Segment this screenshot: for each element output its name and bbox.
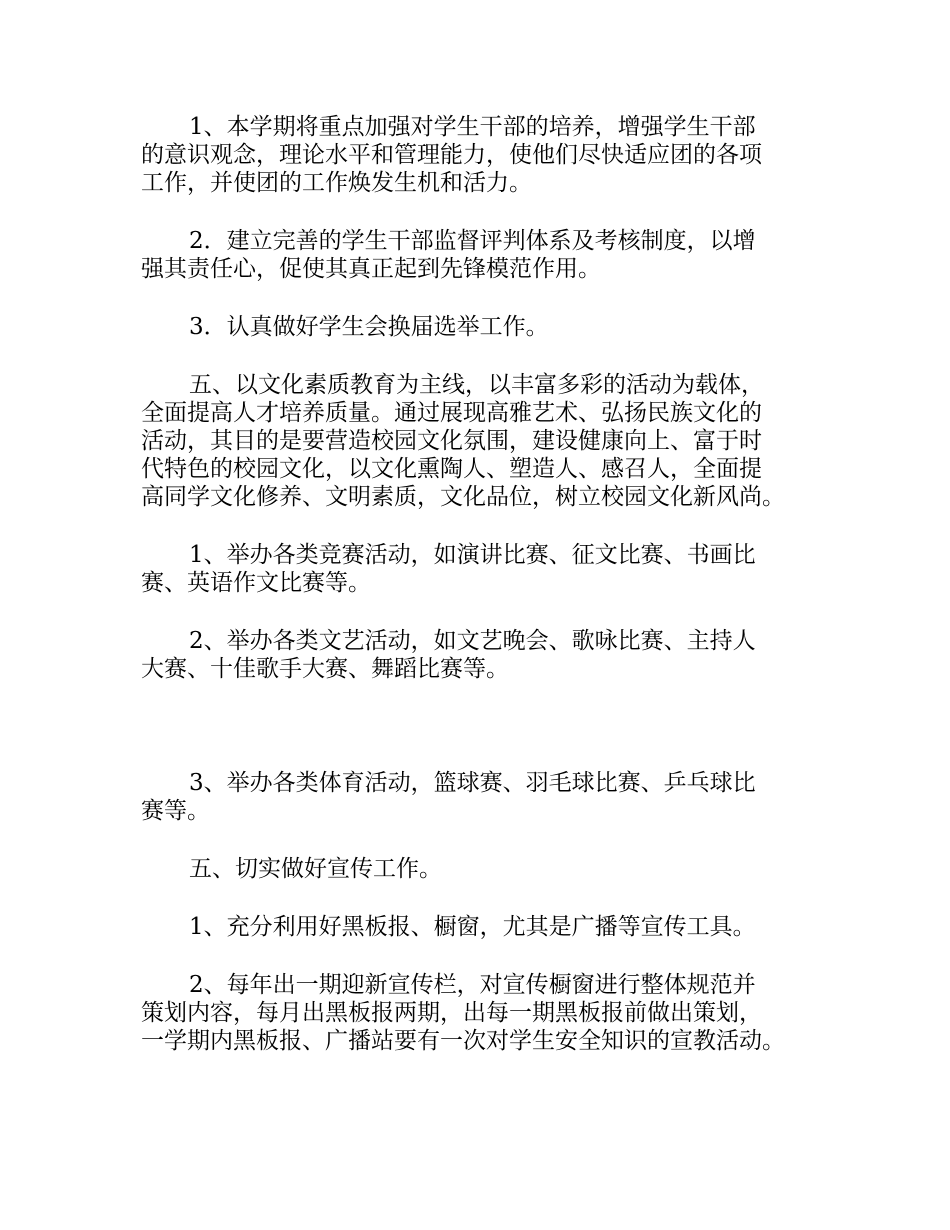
paragraph-gap bbox=[141, 683, 831, 769]
paragraph-gap bbox=[141, 825, 831, 855]
paragraph-gap bbox=[141, 941, 831, 971]
paragraph-evaluation-system: 2．建立完善的学生干部监督评判体系及考核制度，以增 强其责任心，促使其真正起到先锋模范作用。 bbox=[141, 228, 756, 282]
paragraph-publicity-tools: 1、充分利用好黑板报、橱窗，尤其是广播等宣传工具。 bbox=[189, 914, 756, 940]
paragraph-publicity-section: 五、切实做好宣传工作。 bbox=[189, 856, 442, 882]
paragraph-gap bbox=[141, 597, 831, 627]
paragraph-gap bbox=[141, 341, 831, 371]
paragraph-arts-activities: 2、举办各类文艺活动，如文艺晚会、歌咏比赛、主持人 大赛、十佳歌手大赛、舞蹈比赛等。 bbox=[141, 628, 756, 682]
paragraph-culture-section: 五、以文化素质教育为主线，以丰富多彩的活动为载体， 全面提高人才培养质量。通过展现高雅艺术、弘扬民族文化的 活动，其目的是要营造校园文化氛围，建设健康向上、富于时 代特色的校园文化，以文化熏陶人、塑造人、感召人，全面提 高同学文化修养、文明素质，文化品位，树立校园文化新风尚。 bbox=[141, 372, 785, 510]
document-body bbox=[141, 113, 831, 1055]
paragraph-sports-activities: 3、举办各类体育活动，篮球赛、羽毛球比赛、乒乓球比 赛等。 bbox=[141, 770, 756, 824]
paragraph-election: 3．认真做好学生会换届选举工作。 bbox=[189, 314, 549, 340]
paragraph-gap bbox=[141, 283, 831, 313]
paragraph-gap bbox=[141, 197, 831, 227]
paragraph-cadre-training: 1、本学期将重点加强对学生干部的培养，增强学生干部 的意识观念，理论水平和管理能力，使他们尽快适应团的各项 工作，并使团的工作焕发生机和活力。 bbox=[141, 114, 762, 196]
paragraph-gap bbox=[141, 511, 831, 541]
paragraph-bulletin-plan: 2、每年出一期迎新宣传栏，对宣传橱窗进行整体规范并 策划内容，每月出黑板报两期，出每一期黑板报前做出策划， 一学期内黑板报、广播站要有一次对学生安全知识的宣教活动。 bbox=[141, 972, 785, 1054]
paragraph-competitions: 1、举办各类竞赛活动，如演讲比赛、征文比赛、书画比 赛、英语作文比赛等。 bbox=[141, 542, 756, 596]
paragraph-gap bbox=[141, 883, 831, 913]
